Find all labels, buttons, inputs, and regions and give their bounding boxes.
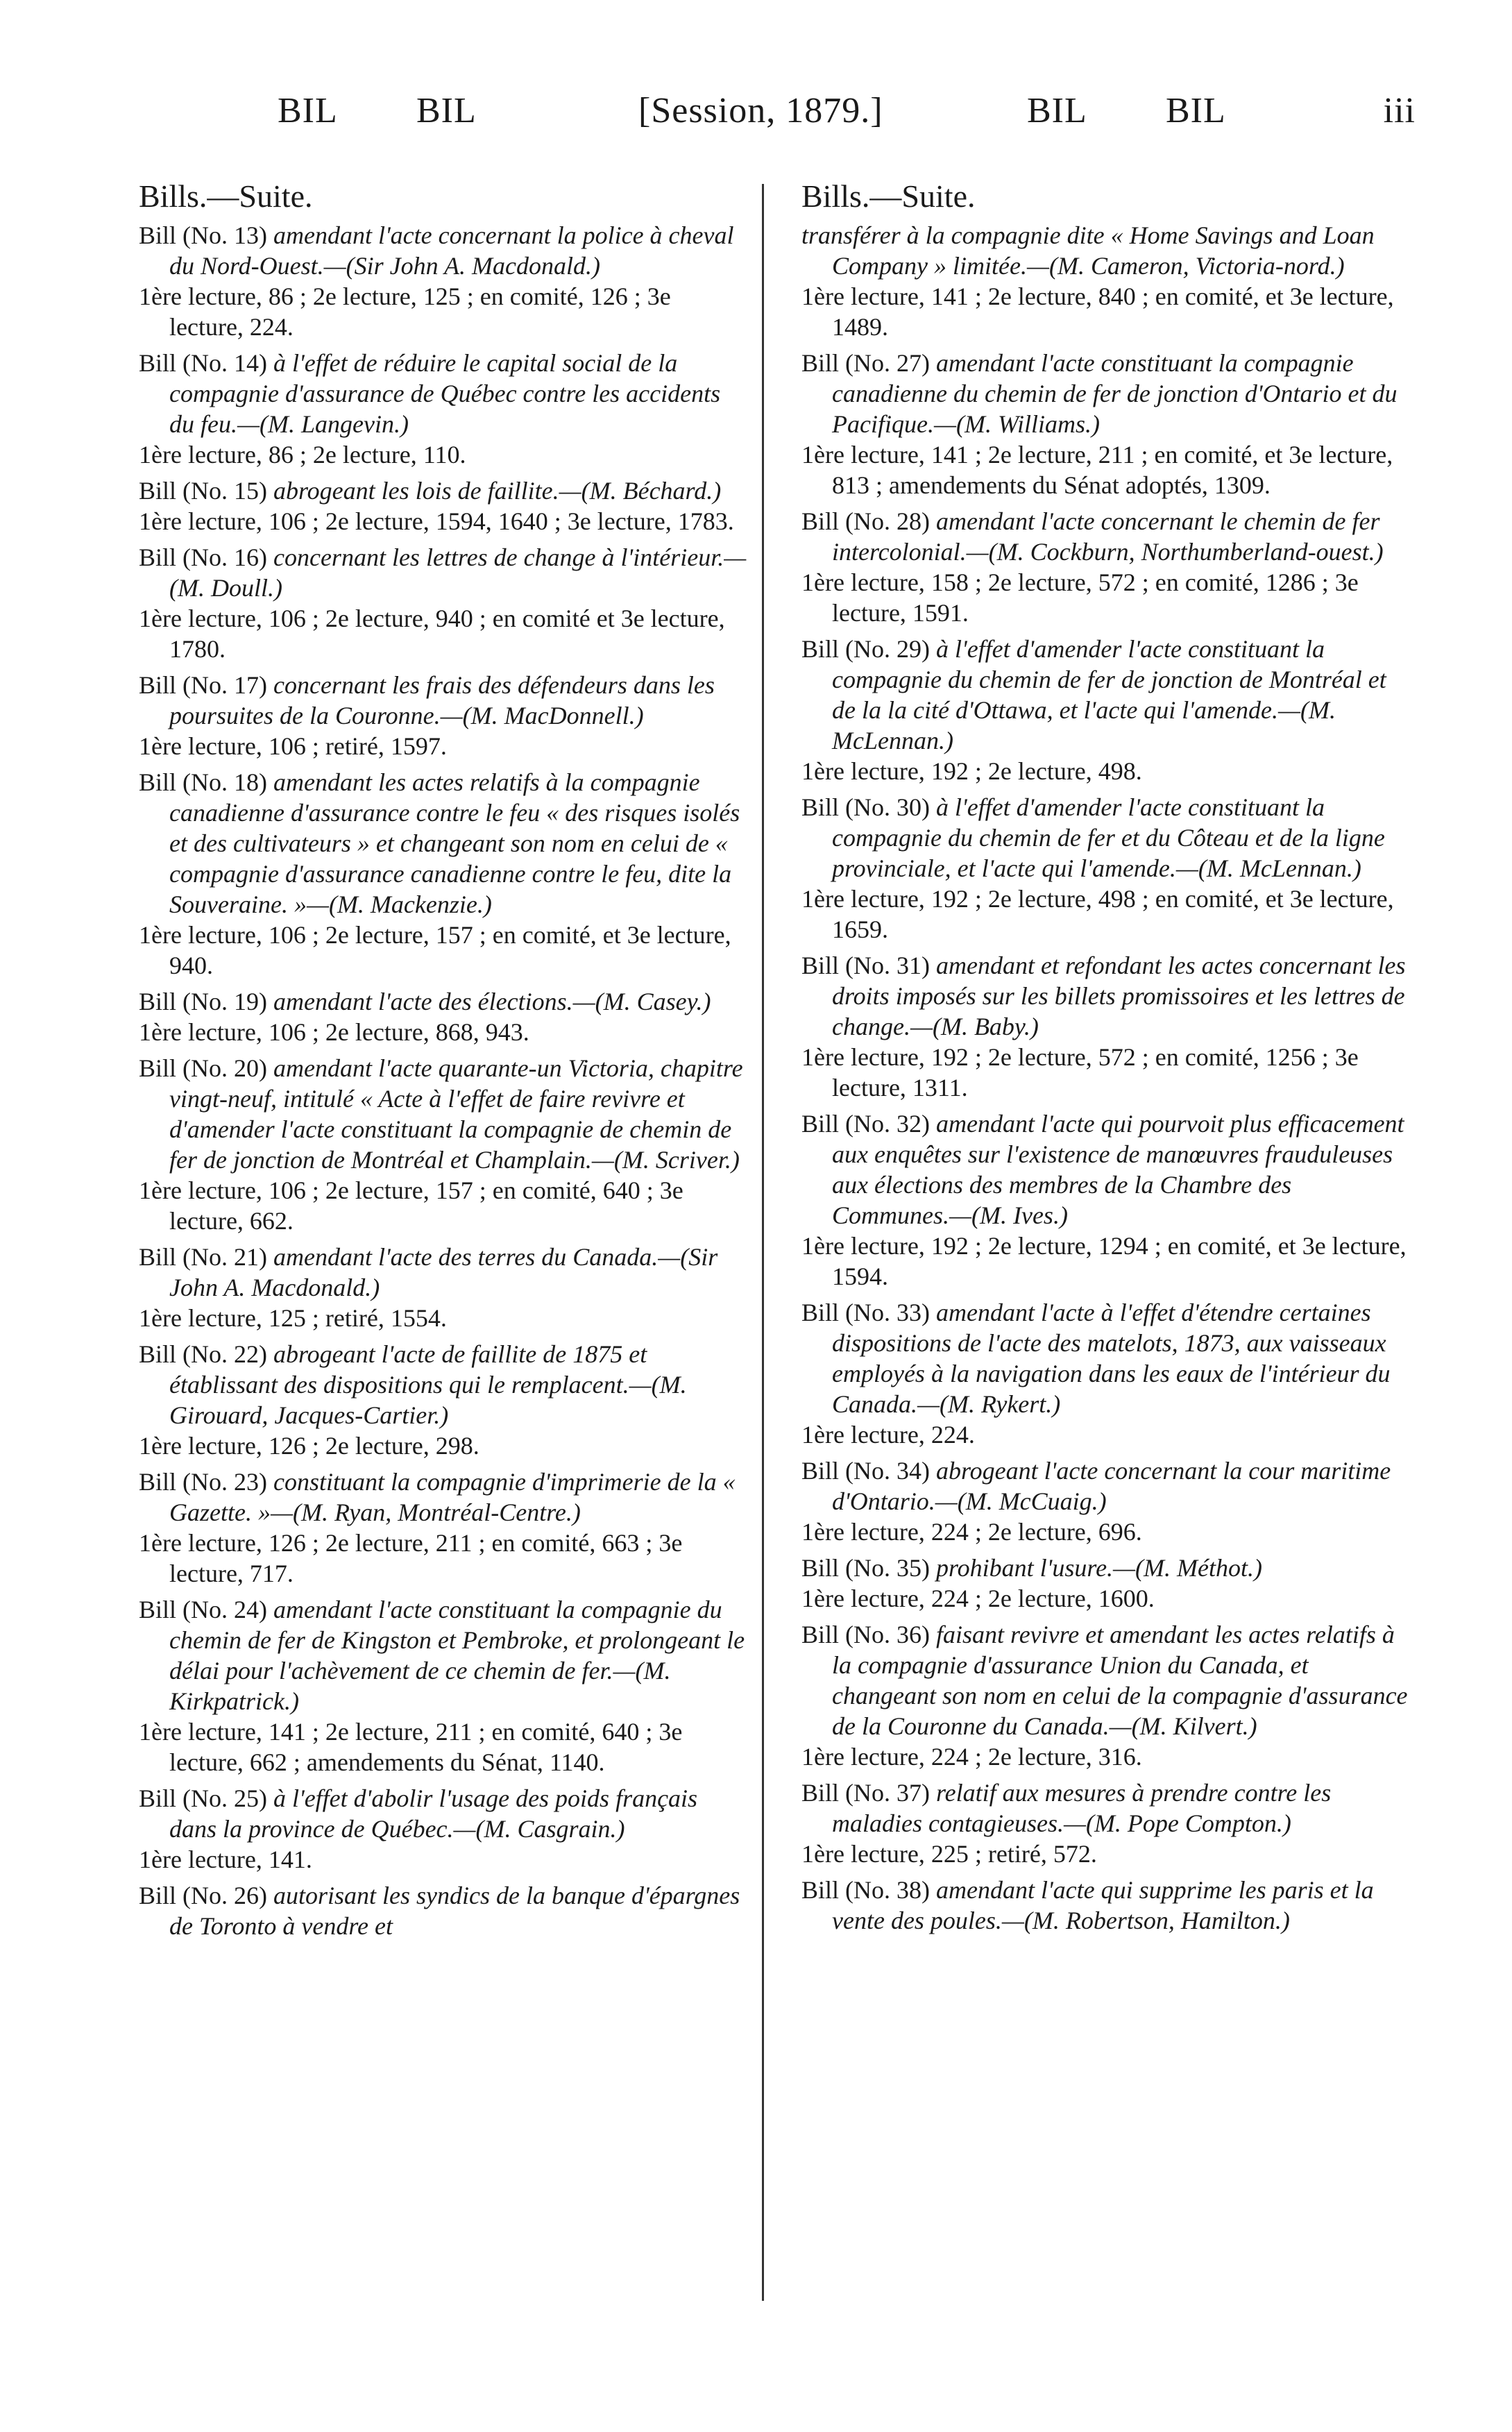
bill-title-line: [139, 1467, 749, 1528]
bill-readings: 1ère lecture, 125 ; retiré, 1554.: [139, 1304, 447, 1332]
header-right-word-1: BIL: [1027, 91, 1087, 130]
bill-entry: [801, 950, 1412, 1103]
bill-readings: 1ère lecture, 106 ; 2e lecture, 868, 943.: [139, 1018, 529, 1046]
bill-entry: [801, 634, 1412, 786]
bill-number: Bill (No. 27): [801, 349, 930, 377]
bill-number: Bill (No. 29): [801, 635, 930, 663]
bill-entry: [801, 1108, 1412, 1292]
bill-number: Bill (No. 24): [139, 1596, 267, 1623]
bill-title: amendant et refondant les actes concernant les droits imposés sur les billets promissoires et les lettres de change.—(M. Baby.): [832, 952, 1406, 1040]
bill-entry: [139, 1467, 749, 1589]
bill-entry: [139, 1594, 749, 1777]
header-left-word-2: BIL: [416, 91, 477, 130]
bill-entry: [801, 1455, 1412, 1547]
bill-number: Bill (No. 21): [139, 1243, 267, 1271]
bill-title-line: [801, 1108, 1412, 1231]
bill-title: amendant l'acte des élections.—(M. Casey.): [273, 988, 711, 1015]
bill-title: amendant l'acte des terres du Canada.—(Sir John A. Macdonald.): [169, 1243, 718, 1301]
bill-entry: [801, 1553, 1412, 1614]
bill-title: relatif aux mesures à prendre contre les maladies contagieuses.—(M. Pope Compton.): [832, 1779, 1332, 1837]
bill-entry: [801, 1875, 1412, 1936]
bill-readings: 1ère lecture, 141 ; 2e lecture, 211 ; en comité, et 3e lecture, 813 ; amendements du Sénat adoptés, 1309.: [801, 441, 1393, 499]
bill-number: Bill (No. 35): [801, 1554, 930, 1582]
bill-number: Bill (No. 31): [801, 952, 930, 979]
bill-readings: 1ère lecture, 192 ; 2e lecture, 498 ; en comité, et 3e lecture, 1659.: [801, 885, 1394, 943]
left-column-heading: Bills.—Suite.: [139, 178, 313, 214]
bill-title: amendant l'acte concernant la police à cheval du Nord-Ouest.—(Sir John A. Macdonald.): [169, 221, 734, 280]
header-right-word-2: BIL: [1166, 91, 1226, 130]
bill-title: abrogeant l'acte de faillite de 1875 et établissant des dispositions qui le remplacent.—(M. Girouard, Jacques-Cartier.): [169, 1340, 687, 1429]
bill-readings: 1ère lecture, 126 ; 2e lecture, 211 ; en comité, 663 ; 3e lecture, 717.: [139, 1529, 683, 1587]
bill-title-line: [801, 634, 1412, 756]
bill-title: abrogeant les lois de faillite.—(M. Béchard.): [273, 477, 722, 505]
bill-readings: 1ère lecture, 141 ; 2e lecture, 840 ; en comité, et 3e lecture, 1489.: [801, 282, 1394, 341]
bill-title: autorisant les syndics de la banque d'épargnes de Toronto à vendre et: [169, 1882, 740, 1940]
bill-readings: 1ère lecture, 106 ; retiré, 1597.: [139, 732, 447, 760]
bill-number: Bill (No. 22): [139, 1340, 267, 1368]
bill-title: à l'effet d'amender l'acte constituant la compagnie du chemin de fer et du Côteau et de la ligne provinciale, et l'acte qui l'amende.—(M. McLennan.): [832, 793, 1385, 882]
bill-title-line: [139, 348, 749, 439]
running-header: [125, 90, 1416, 139]
column-divider: [762, 184, 764, 2301]
bill-readings: 1ère lecture, 106 ; 2e lecture, 157 ; en comité, 640 ; 3e lecture, 662.: [139, 1176, 683, 1235]
right-column-heading: Bills.—Suite.: [801, 178, 976, 214]
bill-number: Bill (No. 17): [139, 671, 267, 699]
bill-number: Bill (No. 16): [139, 543, 267, 571]
bill-title: amendant l'acte concernant le chemin de fer intercolonial.—(M. Cockburn, Northumberland-ouest.): [832, 507, 1384, 566]
bill-title-line: [801, 506, 1412, 567]
bill-number: Bill (No. 38): [801, 1876, 930, 1904]
bill-title-line: [139, 475, 749, 506]
bill-entry: [139, 1242, 749, 1333]
right-column: [801, 177, 1412, 1941]
bill-title-line: [801, 950, 1412, 1042]
bill-number: Bill (No. 32): [801, 1110, 930, 1138]
bill-entry: [801, 220, 1412, 342]
right-entries: [801, 220, 1412, 1936]
bill-number: Bill (No. 15): [139, 477, 267, 505]
bill-title: amendant l'acte qui supprime les paris et la vente des poules.—(M. Robertson, Hamilton.): [832, 1876, 1374, 1934]
bill-entry: [139, 348, 749, 470]
bill-number: Bill (No. 36): [801, 1621, 930, 1648]
bill-entry: [139, 220, 749, 342]
bill-readings: 1ère lecture, 224 ; 2e lecture, 696.: [801, 1518, 1142, 1546]
bill-number: Bill (No. 23): [139, 1468, 267, 1496]
bill-entry: [801, 1297, 1412, 1450]
bill-readings: 1ère lecture, 106 ; 2e lecture, 157 ; en comité, et 3e lecture, 940.: [139, 921, 731, 979]
bill-entry: [139, 1880, 749, 1941]
bill-number: Bill (No. 14): [139, 349, 267, 377]
bill-title: concernant les lettres de change à l'intérieur.—(M. Doull.): [169, 543, 747, 602]
bill-title-line: [139, 767, 749, 920]
bill-entry: [139, 1053, 749, 1236]
bill-title: amendant les actes relatifs à la compagnie canadienne d'assurance contre le feu « des risques isolés et des cultivateurs » et changeant son nom en celui de « compagnie d'assurance canadienne contre le feu, dite la Souveraine. »—(M. Mackenzie.): [169, 768, 740, 918]
bill-title: abrogeant l'acte concernant la cour maritime d'Ontario.—(M. McCuaig.): [832, 1457, 1391, 1515]
bill-readings: 1ère lecture, 225 ; retiré, 572.: [801, 1840, 1097, 1868]
bill-title-line: [801, 792, 1412, 884]
bill-number: Bill (No. 20): [139, 1054, 267, 1082]
bill-title: amendant l'acte quarante-un Victoria, chapitre vingt-neuf, intitulé « Acte à l'effet de faire revivre et d'amender l'acte constituant la compagnie de chemin de fer de jonction de Montréal et Champlain.—(M. Scriver.): [169, 1054, 743, 1174]
bill-readings: 1ère lecture, 141 ; 2e lecture, 211 ; en comité, 640 ; 3e lecture, 662 ; amendements du Sénat, 1140.: [139, 1718, 683, 1776]
bill-number: Bill (No. 26): [139, 1882, 267, 1909]
bill-entry: [139, 475, 749, 537]
bill-title: à l'effet d'abolir l'usage des poids français dans la province de Québec.—(M. Casgrain.): [169, 1784, 698, 1843]
bill-readings: 1ère lecture, 141.: [139, 1846, 312, 1873]
bill-readings: 1ère lecture, 224.: [801, 1421, 975, 1449]
bill-number: Bill (No. 33): [801, 1299, 930, 1326]
bill-title-line: [801, 1875, 1412, 1936]
bill-title: à l'effet d'amender l'acte constituant la compagnie du chemin de fer de jonction de Montréal et de la la cité d'Ottawa, et l'acte qui l'amende.—(M. McLennan.): [832, 635, 1386, 754]
bill-entry: [139, 1339, 749, 1461]
bill-readings: 1ère lecture, 224 ; 2e lecture, 1600.: [801, 1585, 1155, 1612]
bill-title-line: [801, 1297, 1412, 1419]
bill-title: amendant l'acte à l'effet d'étendre certaines dispositions de l'acte des matelots, 1873, aux vaisseaux employés à la navigation dans les eaux de l'intérieur du Canada.—(M. Rykert.): [832, 1299, 1391, 1418]
bill-title: transférer à la compagnie dite « Home Savings and Loan Company » limitée.—(M. Cameron, Victoria-nord.): [801, 221, 1375, 280]
bill-readings: 1ère lecture, 126 ; 2e lecture, 298.: [139, 1432, 479, 1460]
bill-readings: 1ère lecture, 106 ; 2e lecture, 1594, 1640 ; 3e lecture, 1783.: [139, 507, 734, 535]
bill-number: Bill (No. 18): [139, 768, 267, 796]
bill-number: Bill (No. 37): [801, 1779, 930, 1807]
bill-entry: [801, 506, 1412, 628]
bill-number: Bill (No. 30): [801, 793, 930, 821]
bill-entry: [801, 348, 1412, 500]
bill-title-line: [139, 1594, 749, 1716]
bill-title-line: [801, 1553, 1412, 1583]
bill-title: constituant la compagnie d'imprimerie de la « Gazette. »—(M. Ryan, Montréal-Centre.): [169, 1468, 736, 1526]
bill-title-line: [139, 1053, 749, 1175]
bill-readings: 1ère lecture, 192 ; 2e lecture, 572 ; en comité, 1256 ; 3e lecture, 1311.: [801, 1043, 1359, 1101]
bill-number: Bill (No. 13): [139, 221, 267, 249]
header-session: [Session, 1879.]: [638, 91, 883, 130]
bill-title-line: [801, 1455, 1412, 1517]
bill-title: amendant l'acte qui pourvoit plus efficacement aux enquêtes sur l'existence de manœuvres frauduleuses aux élections des membres de la Chambre des Communes.—(M. Ives.): [832, 1110, 1404, 1229]
bill-readings: 1ère lecture, 86 ; 2e lecture, 125 ; en comité, 126 ; 3e lecture, 224.: [139, 282, 671, 341]
bill-entry: [801, 1619, 1412, 1772]
bill-title-line: [139, 542, 749, 603]
header-left-word-1: BIL: [278, 91, 338, 130]
bill-title: à l'effet de réduire le capital social de la compagnie d'assurance de Québec contre les accidents du feu.—(M. Langevin.): [169, 349, 721, 438]
bill-title-line: [801, 348, 1412, 439]
bill-entry: [139, 670, 749, 761]
bill-readings: 1ère lecture, 192 ; 2e lecture, 498.: [801, 757, 1142, 785]
bill-title-line: [801, 220, 1412, 281]
bill-title-line: [801, 1619, 1412, 1741]
bill-title-line: [139, 986, 749, 1017]
bill-entry: [801, 1777, 1412, 1869]
bill-title-line: [139, 1783, 749, 1844]
left-entries: [139, 220, 749, 1941]
bill-title: amendant l'acte constituant la compagnie canadienne du chemin de fer de jonction d'Ontario et du Pacifique.—(M. Williams.): [832, 349, 1398, 438]
bill-title-line: [139, 670, 749, 731]
bill-title-line: [139, 1880, 749, 1941]
bill-title: concernant les frais des défendeurs dans les poursuites de la Couronne.—(M. MacDonnell.): [169, 671, 715, 729]
bill-entry: [139, 767, 749, 981]
bill-title-line: [139, 1339, 749, 1430]
bill-entry: [139, 542, 749, 664]
bill-title: amendant l'acte constituant la compagnie du chemin de fer de Kingston et Pembroke, et prolongeant le délai pour l'achèvement de ce chemin de fer.—(M. Kirkpatrick.): [169, 1596, 745, 1715]
bill-title-line: [139, 220, 749, 281]
bill-number: Bill (No. 19): [139, 988, 267, 1015]
bill-title: faisant revivre et amendant les actes relatifs à la compagnie d'assurance Union du Canada, et changeant son nom en celui de la compagnie d'assurance de la Couronne du Canada.—(M. Kilvert.): [832, 1621, 1408, 1740]
left-column: [139, 177, 749, 1947]
bill-readings: 1ère lecture, 86 ; 2e lecture, 110.: [139, 441, 466, 468]
bill-entry: [139, 986, 749, 1047]
bill-number: Bill (No. 34): [801, 1457, 930, 1485]
bill-entry: [139, 1783, 749, 1875]
bill-entry: [801, 792, 1412, 945]
bill-title-line: [139, 1242, 749, 1303]
page-number: iii: [1383, 91, 1416, 130]
bill-number: Bill (No. 28): [801, 507, 930, 535]
bill-number: Bill (No. 25): [139, 1784, 267, 1812]
bill-title: prohibant l'usure.—(M. Méthot.): [936, 1554, 1262, 1582]
bill-title-line: [801, 1777, 1412, 1839]
bill-readings: 1ère lecture, 106 ; 2e lecture, 940 ; en comité et 3e lecture, 1780.: [139, 605, 725, 663]
bill-readings: 1ère lecture, 224 ; 2e lecture, 316.: [801, 1743, 1142, 1771]
bill-readings: 1ère lecture, 192 ; 2e lecture, 1294 ; en comité, et 3e lecture, 1594.: [801, 1232, 1407, 1290]
bill-readings: 1ère lecture, 158 ; 2e lecture, 572 ; en comité, 1286 ; 3e lecture, 1591.: [801, 568, 1359, 627]
